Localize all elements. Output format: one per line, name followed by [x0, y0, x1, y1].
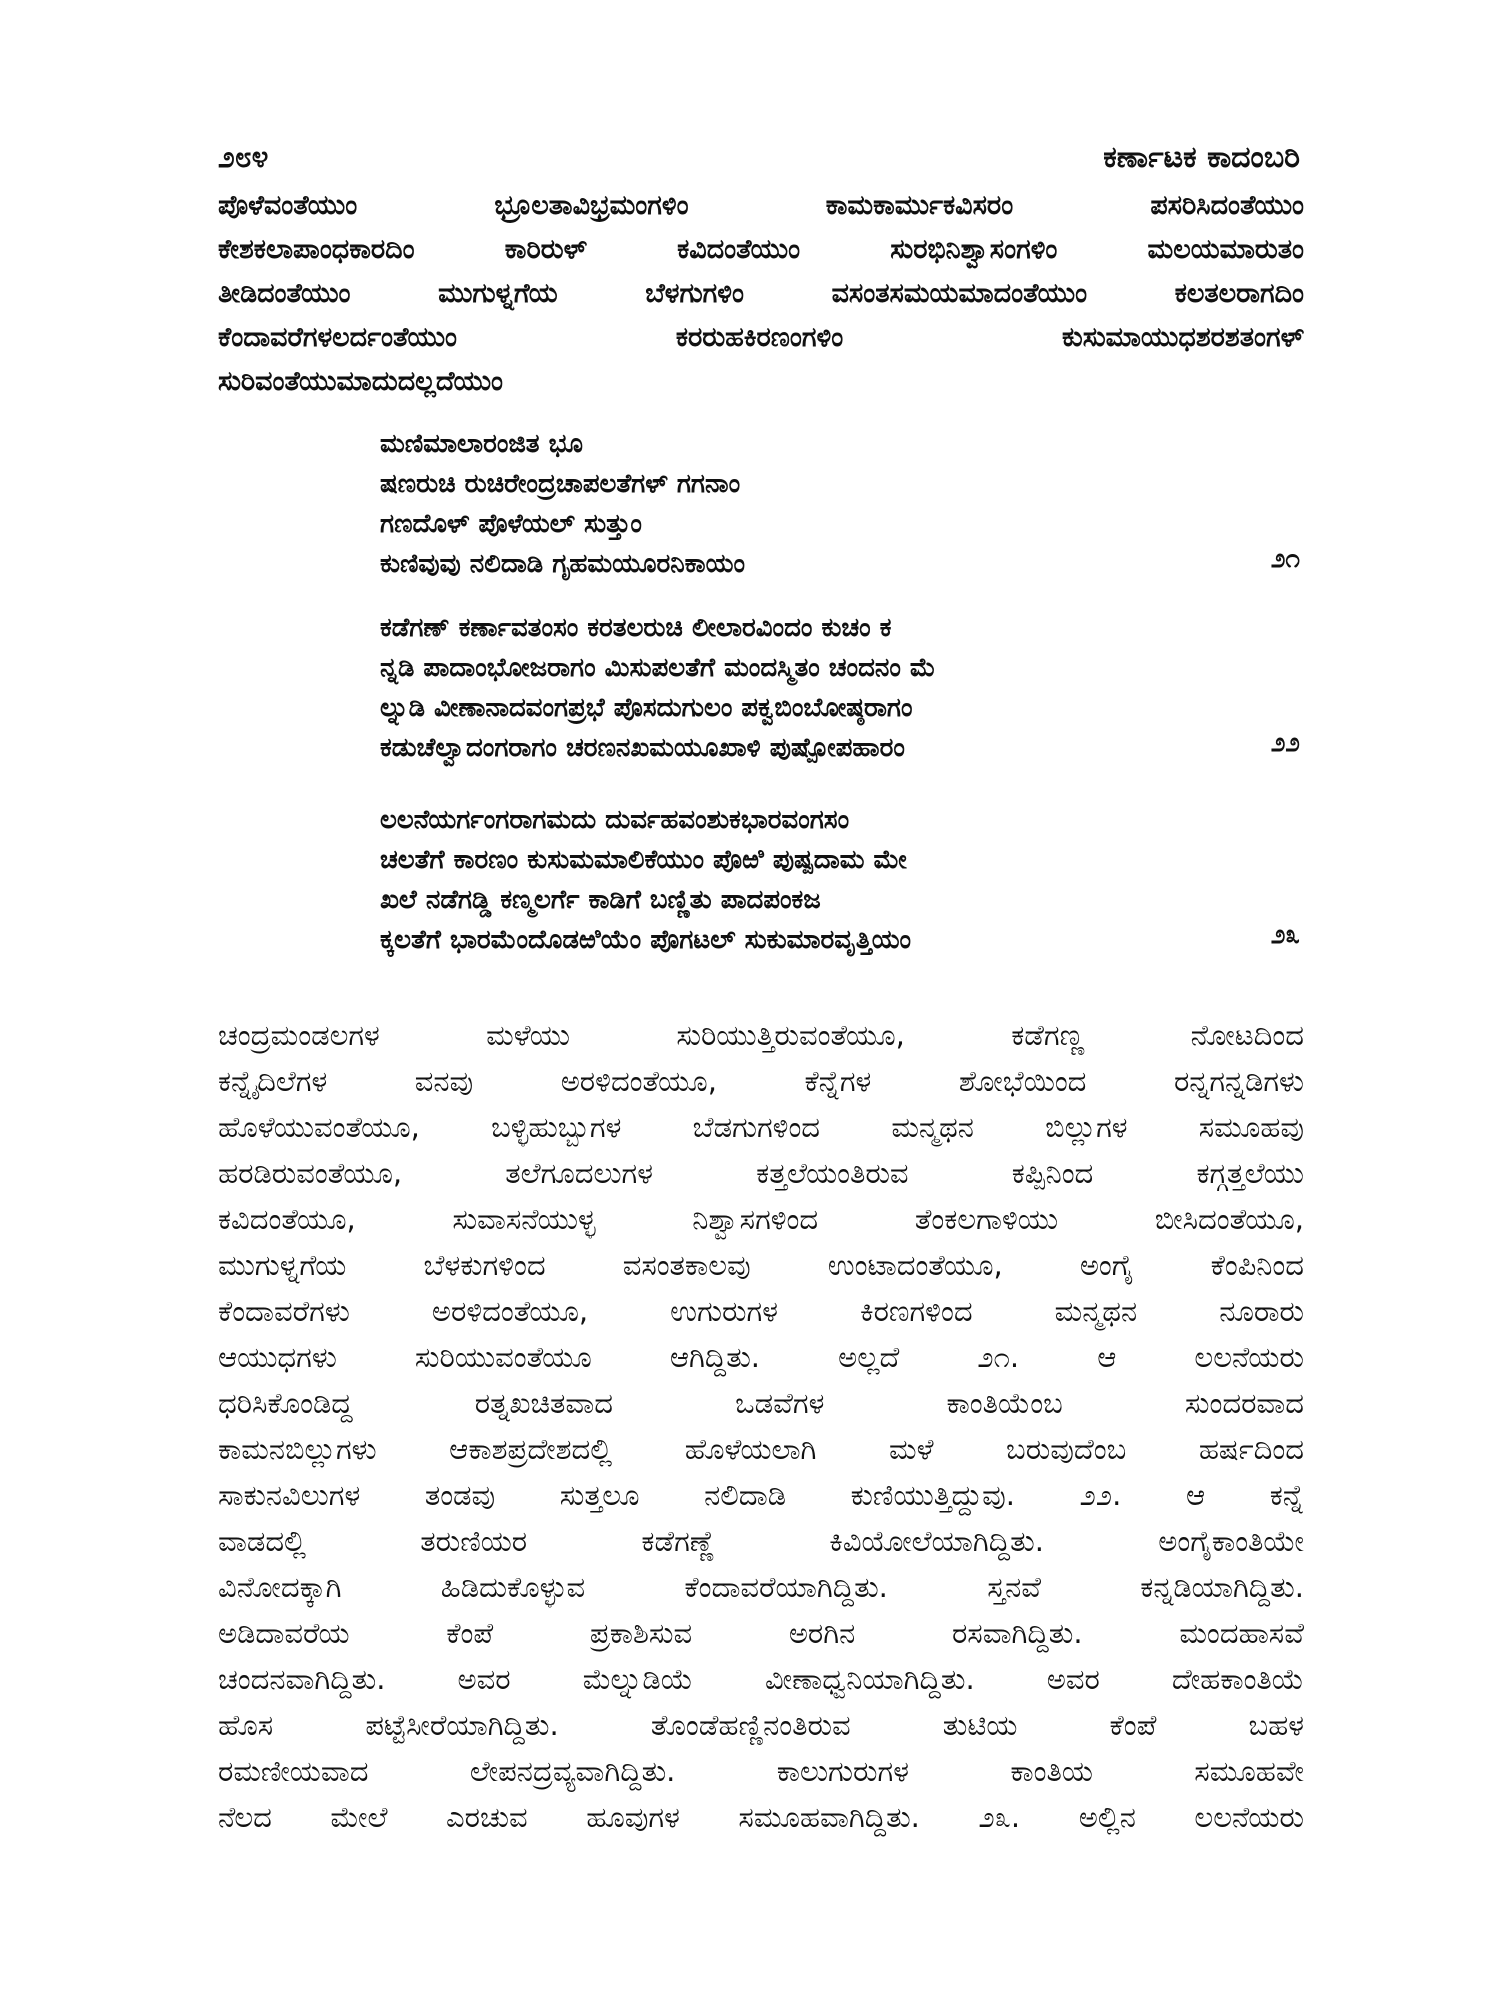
- prose-line: ಕೆಂದಾವರೆಗಳು ಅರಳಿದಂತೆಯೂ, ಉಗುರುಗಳ ಕಿರಣಗಳಿಂದ ಮನ್ಮಥನ ನೂರಾರು: [218, 1294, 1304, 1328]
- verse-line: ಕ್ಕಲತೆಗೆ ಭಾರಮೆಂದೊಡಱಿಯೆಂ ಪೊಗಟಲ್ ಸುಕುಮಾರವೃತ್ತಿಯಂ: [380, 925, 912, 955]
- prose-line: ಚಂದ್ರಮಂಡಲಗಳ ಮಳೆಯು ಸುರಿಯುತ್ತಿರುವಂತೆಯೂ, ಕಡೆಗಣ್ಣ ನೋಟದಿಂದ: [218, 1018, 1304, 1052]
- prose-line: ಕವಿದಂತೆಯೂ, ಸುವಾಸನೆಯುಳ್ಳ ನಿಶ್ವಾಸಗಳಿಂದ ತೆಂಕಲಗಾಳಿಯು ಬೀಸಿದಂತೆಯೂ,: [218, 1202, 1304, 1236]
- verse-number: ೨೧: [1270, 544, 1300, 574]
- verse-line: ಲಲನೆಯರ್ಗಂಗರಾಗಮದು ದುರ್ವಹವಂಶುಕಭಾರವಂಗಸಂ: [380, 805, 850, 835]
- running-title: ಕರ್ಣಾಟಕ ಕಾದಂಬರಿ: [1103, 140, 1300, 175]
- verse-line: ಗಣದೊಳ್ ಪೊಳೆಯಲ್ ಸುತ್ತುಂ: [380, 509, 642, 539]
- verse-stanza: [380, 800, 1300, 960]
- prose-line: ವಿನೋದಕ್ಕಾಗಿ ಹಿಡಿದುಕೊಳ್ಳುವ ಕೆಂದಾವರೆಯಾಗಿದ್ದಿತು. ಸ್ತನವೆ ಕನ್ನಡಿಯಾಗಿದ್ದಿತು.: [218, 1570, 1304, 1604]
- verse-line: ನ್ನಡಿ ಪಾದಾಂಭೋಜರಾಗಂ ಮಿಸುಪಲತೆಗೆ ಮಂದಸ್ಮಿತಂ ಚಂದನಂ ಮೆ: [380, 653, 936, 683]
- prose-line: ವಾಡದಲ್ಲಿ ತರುಣಿಯರ ಕಡೆಗಣ್ಣೆ ಕಿವಿಯೋಲೆಯಾಗಿದ್ದಿತು. ಅಂಗೈಕಾಂತಿಯೇ: [218, 1524, 1304, 1558]
- verse-line: ಕುಣಿವುವು ನಲಿದಾಡಿ ಗೃಹಮಯೂರನಿಕಾಯಂ: [380, 549, 745, 579]
- prose-line: ಹರಡಿರುವಂತೆಯೂ, ತಲೆಗೂದಲುಗಳ ಕತ್ತಲೆಯಂತಿರುವ ಕಪ್ಪಿನಿಂದ ಕಗ್ಗತ್ತಲೆಯು: [218, 1156, 1304, 1190]
- prose-line: ನೆಲದ ಮೇಲೆ ಎರಚುವ ಹೂವುಗಳ ಸಮೂಹವಾಗಿದ್ದಿತು. ೨೩. ಅಲ್ಲಿನ ಲಲನೆಯರು: [218, 1800, 1304, 1834]
- prose-line: ಕೆಂದಾವರೆಗಳಲರ್ದಂತೆಯುಂ ಕರರುಹಕಿರಣಂಗಳಿಂ ಕುಸುಮಾಯುಧಶರಶತಂಗಳ್: [218, 322, 1304, 353]
- prose-line: ರಮಣೀಯವಾದ ಲೇಪನದ್ರವ್ಯವಾಗಿದ್ದಿತು. ಕಾಲುಗುರುಗಳ ಕಾಂತಿಯ ಸಮೂಹವೇ: [218, 1754, 1304, 1788]
- prose-line: ಕಾಮನಬಿಲ್ಲುಗಳು ಆಕಾಶಪ್ರದೇಶದಲ್ಲಿ ಹೊಳೆಯಲಾಗಿ ಮಳೆ ಬರುವುದೆಂಬ ಹರ್ಷದಿಂದ: [218, 1432, 1304, 1466]
- verse-line: ಕಡುಚೆಲ್ವಾದಂಗರಾಗಂ ಚರಣನಖಮಯೂಖಾಳಿ ಪುಷ್ಪೋಪಹಾರಂ: [380, 733, 905, 763]
- verse-line: ಖಲೆ ನಡೆಗಡ್ಡಿ ಕಣ್ಮಲರ್ಗೆ ಕಾಡಿಗೆ ಬಣ್ಣಿತು ಪಾದಪಂಕಜ: [380, 885, 821, 915]
- prose-paragraph-translation: [218, 1012, 1304, 1840]
- verse-number: ೨೩: [1270, 920, 1300, 950]
- prose-line: ಅಡಿದಾವರೆಯ ಕೆಂಪೆ ಪ್ರಕಾಶಿಸುವ ಅರಗಿನ ರಸವಾಗಿದ್ದಿತು. ಮಂದಹಾಸವೆ: [218, 1616, 1304, 1650]
- prose-paragraph-top: [218, 184, 1304, 404]
- prose-line: ಮುಗುಳ್ನಗೆಯ ಬೆಳಕುಗಳಿಂದ ವಸಂತಕಾಲವು ಉಂಟಾದಂತೆಯೂ, ಅಂಗೈ ಕೆಂಪಿನಿಂದ: [218, 1248, 1304, 1282]
- prose-line: ಚಂದನವಾಗಿದ್ದಿತು. ಅವರ ಮೆಲ್ನುಡಿಯೆ ವೀಣಾಧ್ವನಿಯಾಗಿದ್ದಿತು. ಅವರ ದೇಹಕಾಂತಿಯೆ: [218, 1662, 1304, 1696]
- verse-stanza: [380, 424, 1300, 584]
- prose-line: ಆಯುಧಗಳು ಸುರಿಯುವಂತೆಯೂ ಆಗಿದ್ದಿತು. ಅಲ್ಲದೆ ೨೧. ಆ ಲಲನೆಯರು: [218, 1340, 1304, 1374]
- page-number: ೨೮೪: [218, 140, 269, 175]
- verse-line: ಲ್ನುಡಿ ವೀಣಾನಾದವಂಗಪ್ರಭೆ ಪೊಸದುಗುಲಂ ಪಕ್ವಬಿಂಬೋಷ್ಠರಾಗಂ: [380, 693, 913, 723]
- prose-line: ಧರಿಸಿಕೊಂಡಿದ್ದ ರತ್ನಖಚಿತವಾದ ಒಡವೆಗಳ ಕಾಂತಿಯೆಂಬ ಸುಂದರವಾದ: [218, 1386, 1304, 1420]
- prose-line: ಸಾಕುನವಿಲುಗಳ ತಂಡವು ಸುತ್ತಲೂ ನಲಿದಾಡಿ ಕುಣಿಯುತ್ತಿದ್ದುವು. ೨೨. ಆ ಕನ್ನೆ: [218, 1478, 1304, 1512]
- verse-line: ಮಣಿಮಾಲಾರಂಜಿತ ಭೂ: [380, 429, 583, 459]
- prose-line: ಹೊಳೆಯುವಂತೆಯೂ, ಬಳ್ಳಿಹುಬ್ಬುಗಳ ಬೆಡಗುಗಳಿಂದ ಮನ್ಮಥನ ಬಿಲ್ಲುಗಳ ಸಮೂಹವು: [218, 1110, 1304, 1144]
- verse-line: ಷಣರುಚಿ ರುಚಿರೇಂದ್ರಚಾಪಲತೆಗಳ್ ಗಗನಾಂ: [380, 469, 741, 499]
- verse-number: ೨೨: [1270, 728, 1300, 758]
- page-header: [218, 140, 1300, 180]
- prose-line: ಕನ್ನೈದಿಲೆಗಳ ವನವು ಅರಳಿದಂತೆಯೂ, ಕೆನ್ನೆಗಳ ಶೋಭೆಯಿಂದ ರನ್ನಗನ್ನಡಿಗಳು: [218, 1064, 1304, 1098]
- prose-line: ಸುರಿವಂತೆಯುಮಾದುದಲ್ಲದೆಯುಂ: [218, 366, 504, 397]
- prose-line: ತೀಡಿದಂತೆಯುಂ ಮುಗುಳ್ನಗೆಯ ಬೆಳಗುಗಳಿಂ ವಸಂತಸಮಯಮಾದಂತೆಯುಂ ಕಲತಲರಾಗದಿಂ: [218, 278, 1304, 309]
- verse-line: ಚಲತೆಗೆ ಕಾರಣಂ ಕುಸುಮಮಾಲಿಕೆಯುಂ ಪೊಱಿ ಪುಷ್ಪದಾಮ ಮೇ: [380, 845, 907, 875]
- prose-line: ಪೊಳೆವಂತೆಯುಂ ಭ್ರೂಲತಾವಿಭ್ರಮಂಗಳಿಂ ಕಾಮಕಾರ್ಮುಕವಿಸರಂ ಪಸರಿಸಿದಂತೆಯುಂ: [218, 190, 1304, 221]
- prose-line: ಹೊಸ ಪಟ್ಟೆಸೀರೆಯಾಗಿದ್ದಿತು. ತೊಂಡೆಹಣ್ಣಿನಂತಿರುವ ತುಟಿಯ ಕೆಂಪೆ ಬಹಳ: [218, 1708, 1304, 1742]
- verse-stanza: [380, 608, 1300, 768]
- prose-line: ಕೇಶಕಲಾಪಾಂಧಕಾರದಿಂ ಕಾರಿರುಳ್ ಕವಿದಂತೆಯುಂ ಸುರಭಿನಿಶ್ವಾಸಂಗಳಿಂ ಮಲಯಮಾರುತಂ: [218, 234, 1304, 265]
- verse-line: ಕಡೆಗಣ್ ಕರ್ಣಾವತಂಸಂ ಕರತಲರುಚಿ ಲೀಲಾರವಿಂದಂ ಕುಚಂ ಕ: [380, 613, 892, 643]
